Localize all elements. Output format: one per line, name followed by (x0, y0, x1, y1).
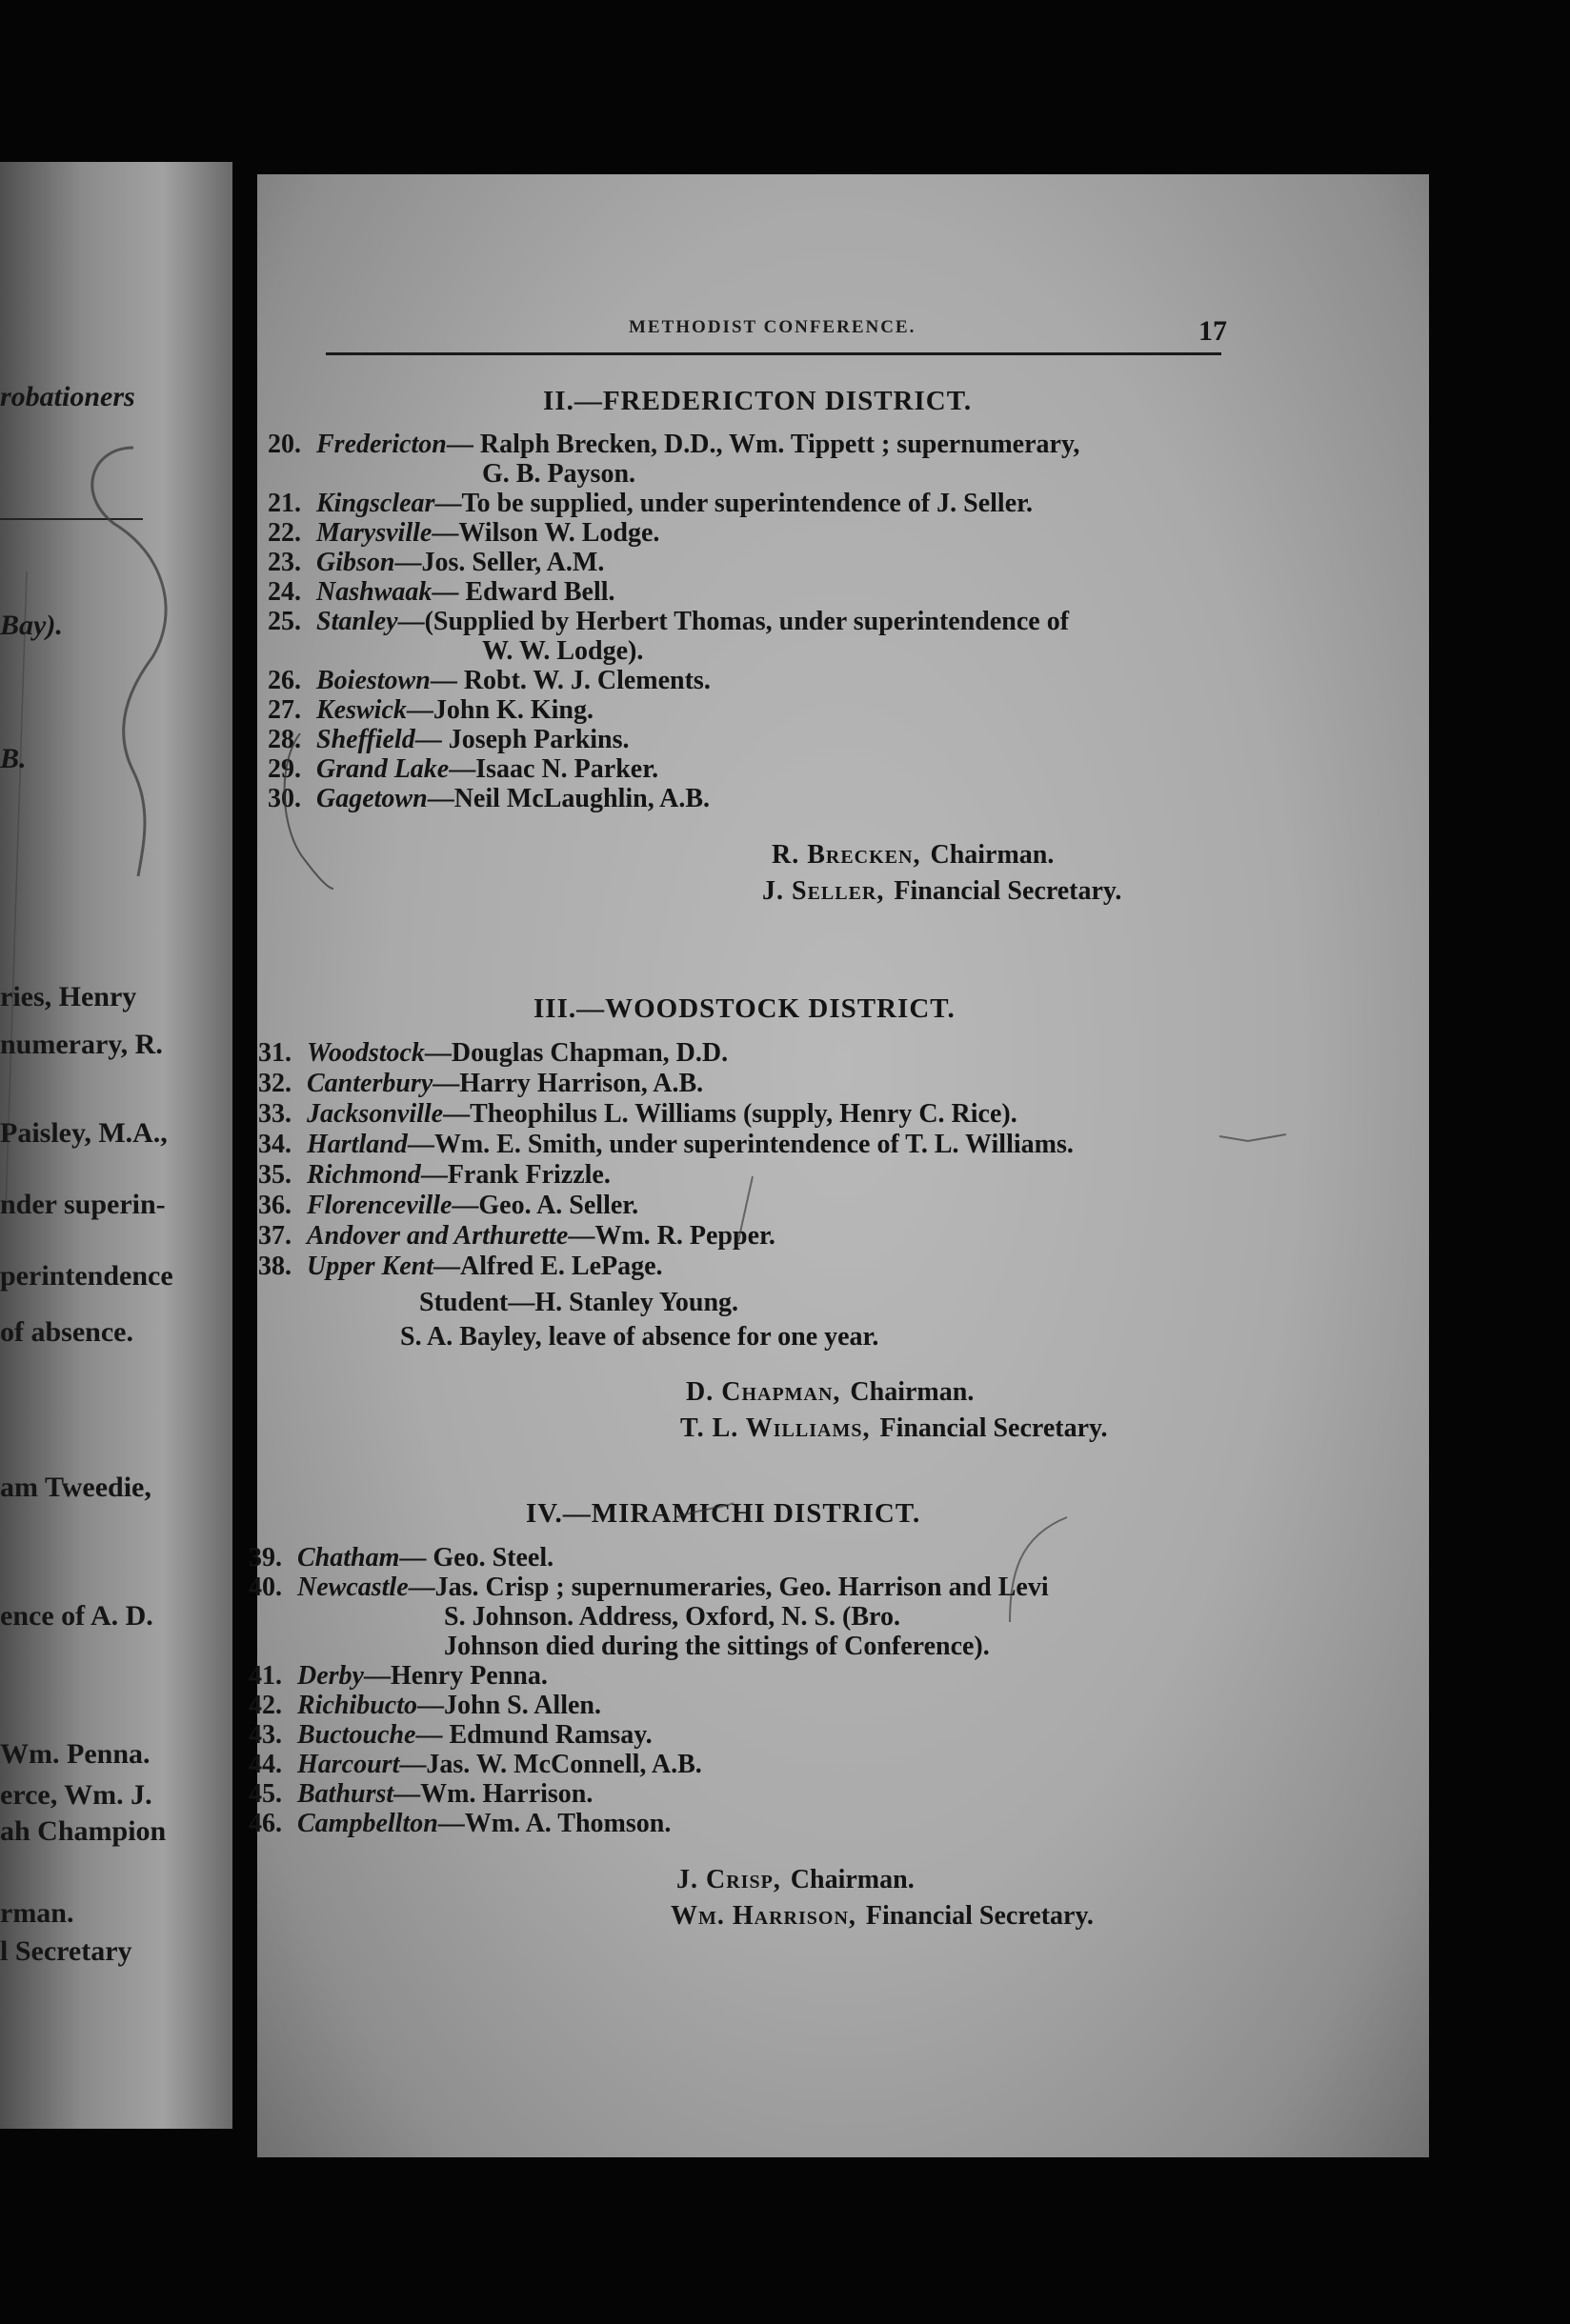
entry-number: 28. (268, 725, 301, 754)
financial-secretary-signature (762, 876, 1121, 907)
circuit-ministers: —John K. King. (406, 695, 594, 725)
circuit-name: Gagetown (316, 784, 428, 813)
circuit-ministers: —Wilson W. Lodge. (432, 518, 660, 548)
circuit-entry (225, 1661, 548, 1691)
circuit-name: Grand Lake (316, 754, 450, 784)
circuit-ministers: —Wm. Harrison. (393, 1779, 594, 1809)
circuit-entry (234, 1038, 728, 1068)
circuit-entry (234, 1069, 703, 1098)
entry-continuation: S. Johnson. Address, Oxford, N. S. (Bro. (444, 1602, 900, 1632)
circuit-ministers: —Theophilus L. Williams (supply, Henry C. Rice). (443, 1099, 1017, 1129)
district-note: S. A. Bayley, leave of absence for one year. (400, 1322, 879, 1352)
circuit-ministers: —To be supplied, under superintendence of J. Seller. (434, 489, 1033, 518)
circuit-entry (234, 1221, 775, 1251)
circuit-name: Chatham (297, 1543, 400, 1573)
left-page-line: robationers (0, 381, 135, 412)
left-page-line: l Secretary (0, 1935, 132, 1967)
circuit-ministers: —Henry Penna. (363, 1661, 548, 1691)
officer-role: Chairman. (790, 1865, 915, 1894)
circuit-entry (225, 1573, 1049, 1661)
entry-continuation: W. W. Lodge). (482, 636, 644, 666)
entry-number: 40. (249, 1573, 282, 1602)
circuit-ministers: —Jos. Seller, A.M. (394, 548, 605, 577)
left-page-line: Paisley, M.A., (0, 1117, 168, 1149)
entry-continuation: Johnson died during the sittings of Conference). (444, 1632, 990, 1661)
circuit-entry (244, 577, 615, 607)
circuit-ministers: —Douglas Chapman, D.D. (424, 1038, 729, 1068)
left-page-line: erce, Wm. J. (0, 1779, 152, 1811)
entry-number: 24. (268, 577, 301, 607)
entry-number: 23. (268, 548, 301, 577)
circuit-name: Campbellton (297, 1809, 438, 1838)
entry-number: 25. (268, 607, 301, 636)
entry-number: 43. (249, 1720, 282, 1750)
district-title-miramichi: IV.—MIRAMICHI DISTRICT. (526, 1498, 921, 1529)
circuit-ministers: —Frank Frizzle. (420, 1160, 611, 1190)
circuit-entry (244, 607, 1069, 666)
entry-number: 27. (268, 695, 301, 725)
circuit-name: Keswick (316, 695, 407, 725)
circuit-name: Kingsclear (316, 489, 435, 518)
circuit-name: Andover and Arthurette (307, 1221, 569, 1251)
circuit-ministers: — Robt. W. J. Clements. (430, 666, 711, 695)
entry-number: 30. (268, 784, 301, 813)
left-page-line: ries, Henry (0, 981, 137, 1012)
circuit-ministers: —Alfred E. LePage. (433, 1252, 663, 1281)
entry-number: 33. (258, 1099, 292, 1129)
circuit-ministers: —Neil McLaughlin, A.B. (427, 784, 711, 813)
entry-number: 42. (249, 1691, 282, 1720)
circuit-name: Hartland (307, 1130, 408, 1159)
circuit-ministers: — Edward Bell. (432, 577, 615, 607)
circuit-name: Buctouche (297, 1720, 416, 1750)
entry-number: 35. (258, 1160, 292, 1190)
officer-name: J. Crisp, (676, 1865, 781, 1894)
circuit-name: Gibson (316, 548, 395, 577)
circuit-name: Jacksonville (307, 1099, 444, 1129)
financial-secretary-signature (671, 1901, 1094, 1932)
chairman-signature (772, 840, 1054, 871)
left-page-line: Bay). (0, 610, 63, 641)
entry-number: 20. (268, 430, 301, 459)
circuit-name: Derby (297, 1661, 364, 1691)
header-rule (326, 352, 1221, 355)
circuit-entry (225, 1691, 601, 1720)
entry-number: 41. (249, 1661, 282, 1691)
circuit-entry (244, 548, 604, 577)
circuit-entry (225, 1809, 671, 1838)
circuit-name: Stanley (316, 607, 398, 636)
entry-number: 44. (249, 1750, 282, 1779)
circuit-entry (234, 1130, 1074, 1159)
left-page-line: am Tweedie, (0, 1472, 151, 1503)
circuit-entry (244, 430, 1079, 489)
circuit-entry (234, 1099, 1017, 1129)
officer-name: D. Chapman, (686, 1377, 841, 1407)
entry-number: 39. (249, 1543, 282, 1573)
circuit-ministers: —(Supplied by Herbert Thomas, under superintendence of (397, 607, 1070, 636)
circuit-ministers: — Geo. Steel. (399, 1543, 554, 1573)
circuit-name: Florenceville (307, 1191, 453, 1220)
entry-number: 36. (258, 1191, 292, 1220)
district-title-fredericton: II.—FREDERICTON DISTRICT. (543, 386, 973, 416)
entry-number: 21. (268, 489, 301, 518)
circuit-entry (234, 1252, 663, 1281)
left-page-line: of absence. (0, 1316, 133, 1348)
circuit-ministers: —Harry Harrison, A.B. (433, 1069, 704, 1098)
officer-name: R. Brecken, (772, 840, 921, 870)
left-page-line: rman. (0, 1897, 74, 1929)
circuit-name: Richibucto (297, 1691, 418, 1720)
circuit-ministers: —Wm. A. Thomson. (437, 1809, 672, 1838)
officer-role: Financial Secretary. (865, 1901, 1094, 1931)
officer-role: Financial Secretary. (879, 1413, 1108, 1443)
circuit-entry (225, 1720, 653, 1750)
circuit-name: Boiestown (316, 666, 431, 695)
circuit-entry (244, 489, 1033, 518)
circuit-entry (244, 784, 710, 813)
previous-page-fragment (0, 162, 232, 2129)
circuit-ministers: —Geo. A. Seller. (452, 1191, 639, 1220)
entry-number: 34. (258, 1130, 292, 1159)
circuit-ministers: — Edmund Ramsay. (415, 1720, 653, 1750)
officer-name: J. Seller, (762, 876, 885, 906)
entry-number: 29. (268, 754, 301, 784)
circuit-ministers: —Jas. W. McConnell, A.B. (399, 1750, 702, 1779)
circuit-entry (234, 1191, 638, 1220)
left-page-line: numerary, R. (0, 1029, 163, 1060)
circuit-name: Harcourt (297, 1750, 400, 1779)
officer-role: Financial Secretary. (894, 876, 1122, 906)
officer-role: Chairman. (850, 1377, 975, 1407)
left-page-line: ence of A. D. (0, 1600, 153, 1632)
circuit-ministers: —Wm. R. Pepper. (568, 1221, 775, 1251)
circuit-entry (244, 695, 594, 725)
circuit-entry (225, 1543, 554, 1573)
circuit-name: Nashwaak (316, 577, 433, 607)
entry-number: 38. (258, 1252, 292, 1281)
left-page-line: ah Champion (0, 1815, 167, 1847)
officer-role: Chairman. (930, 840, 1055, 870)
circuit-name: Canterbury (307, 1069, 433, 1098)
circuit-ministers: —John S. Allen. (417, 1691, 601, 1720)
circuit-ministers: —Wm. E. Smith, under superintendence of T. L. Williams. (407, 1130, 1074, 1159)
circuit-entry (225, 1779, 593, 1809)
entry-number: 26. (268, 666, 301, 695)
circuit-ministers: — Ralph Brecken, D.D., Wm. Tippett ; supernumerary, (446, 430, 1080, 459)
entry-number: 22. (268, 518, 301, 548)
circuit-name: Newcastle (297, 1573, 409, 1602)
left-page-line: Wm. Penna. (0, 1738, 151, 1770)
document-page (249, 174, 1429, 2157)
circuit-name: Sheffield (316, 725, 415, 754)
page-number: 17 (1198, 315, 1227, 347)
circuit-ministers: —Jas. Crisp ; supernumeraries, Geo. Harrison and Levi (408, 1573, 1049, 1602)
circuit-entry (244, 754, 658, 784)
entry-number: 46. (249, 1809, 282, 1838)
circuit-entry (225, 1750, 702, 1779)
chairman-signature (676, 1865, 915, 1895)
circuit-ministers: —Isaac N. Parker. (449, 754, 659, 784)
officer-name: Wm. Harrison, (671, 1901, 856, 1931)
circuit-entry (244, 518, 659, 548)
entry-continuation: G. B. Payson. (482, 459, 636, 489)
left-page-line: B. (0, 743, 27, 774)
chairman-signature (686, 1377, 974, 1408)
entry-number: 45. (249, 1779, 282, 1809)
circuit-name: Fredericton (316, 430, 447, 459)
circuit-ministers: — Joseph Parkins. (414, 725, 630, 754)
officer-name: T. L. Williams, (680, 1413, 871, 1443)
entry-number: 31. (258, 1038, 292, 1068)
entry-number: 32. (258, 1069, 292, 1098)
circuit-name: Bathurst (297, 1779, 394, 1809)
circuit-name: Marysville (316, 518, 433, 548)
financial-secretary-signature (680, 1413, 1107, 1444)
district-note: Student—H. Stanley Young. (419, 1288, 739, 1317)
entry-number: 37. (258, 1221, 292, 1251)
circuit-entry (244, 725, 630, 754)
running-head: METHODIST CONFERENCE. (629, 317, 916, 337)
left-page-line: nder superin- (0, 1189, 166, 1220)
circuit-entry (234, 1160, 611, 1190)
circuit-entry (244, 666, 711, 695)
circuit-name: Upper Kent (307, 1252, 433, 1281)
district-title-woodstock: III.—WOODSTOCK DISTRICT. (533, 993, 956, 1024)
left-page-line: perintendence (0, 1260, 173, 1292)
circuit-name: Richmond (307, 1160, 421, 1190)
circuit-name: Woodstock (307, 1038, 425, 1068)
